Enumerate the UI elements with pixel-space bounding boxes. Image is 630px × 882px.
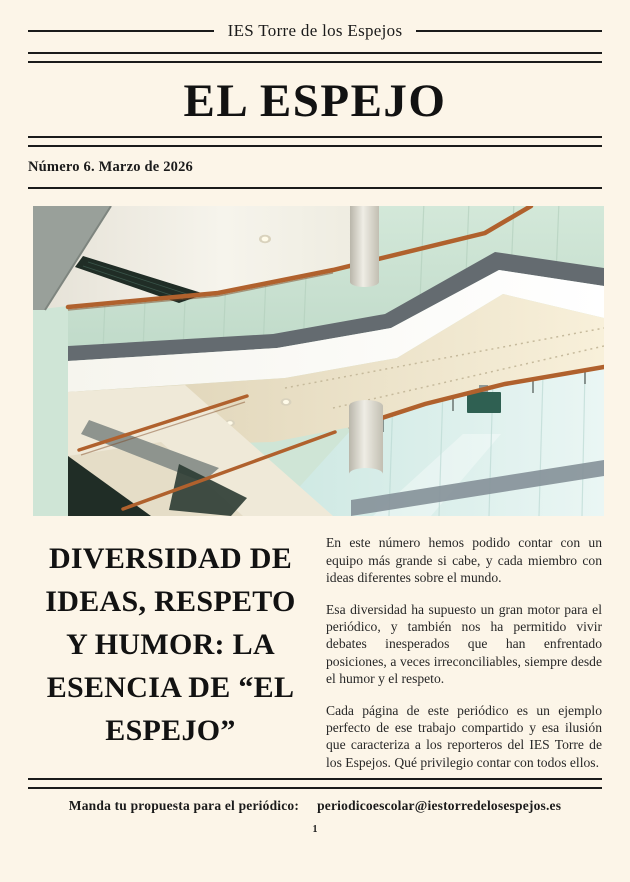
cta-label: Manda tu propuesta para el periódico: <box>68 798 300 813</box>
atrium-photo <box>33 206 604 516</box>
front-page-article <box>28 532 602 785</box>
single-rule <box>28 187 602 189</box>
submission-cta <box>28 798 602 814</box>
rule-left <box>28 30 214 32</box>
page-number: 1 <box>312 824 318 835</box>
headline-line: Y HUMOR: LA <box>66 628 275 662</box>
double-rule <box>28 136 602 147</box>
submission-email-link[interactable]: periodicoescolar@iestorredelosespejos.es <box>317 798 562 813</box>
school-name-row <box>28 21 602 41</box>
issue-date-line: Número 6. Marzo de 2026 <box>28 159 194 176</box>
article-body <box>326 532 602 785</box>
article-paragraph: Cada página de este periódico es un ejemplo perfecto de ese trabajo compartido y esa ilusión que caracteriza a los reporteros del IES Torre de los Espejos. Qué privilegio contar con todos ellos. <box>326 702 602 770</box>
article-paragraph: Esa diversidad ha supuesto un gran motor para el periódico, y también nos ha permitido vivir debates inesperados que han enfrentado posiciones, a veces irreconciliables, siempre desde el humor y el respeto. <box>326 601 602 686</box>
rule-right <box>416 30 602 32</box>
headline-line: ESPEJO” <box>105 714 236 748</box>
double-rule <box>28 52 602 63</box>
headline-line: IDEAS, RESPETO <box>45 585 296 619</box>
headline-line: ESENCIA DE “EL <box>46 671 295 705</box>
double-rule <box>28 778 602 789</box>
masthead-title: EL ESPEJO <box>183 75 447 127</box>
newspaper-footer <box>28 778 602 835</box>
newspaper-header <box>28 21 602 189</box>
atrium-photo-illustration <box>33 206 604 516</box>
school-name: IES Torre de los Espejos <box>227 21 403 40</box>
headline-line: DIVERSIDAD DE <box>48 542 293 576</box>
article-paragraph: En este número hemos podido contar con un equipo más grande si cabe, y cada miembro con ideas diferentes sobre el mundo. <box>326 535 602 585</box>
article-headline <box>28 532 313 785</box>
